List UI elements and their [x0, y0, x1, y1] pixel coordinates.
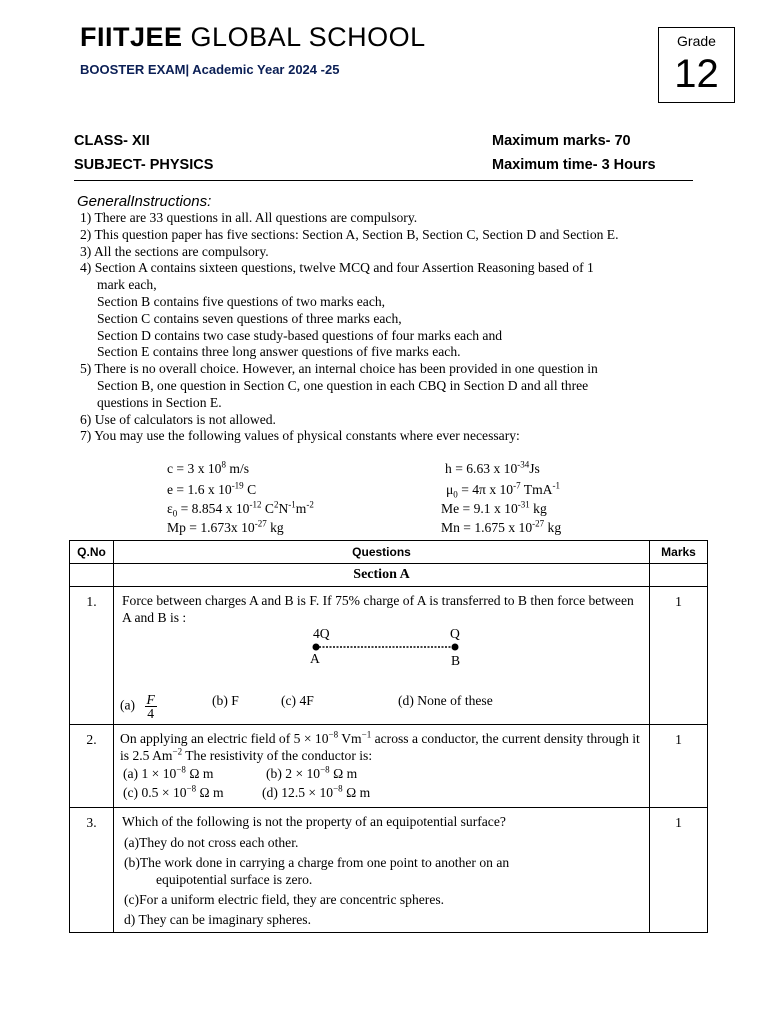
exam-subtitle: BOOSTER EXAM| Academic Year 2024 -25: [80, 62, 340, 77]
instruction-line: mark each,: [97, 277, 157, 293]
header-marks: Marks: [650, 541, 708, 564]
header-questions: Questions: [114, 541, 650, 564]
question-marks: 1: [650, 725, 708, 808]
max-time: Maximum time- 3 Hours: [492, 157, 656, 173]
constant-mu0: $\mu_0 = 4\pi$ x $10^{-7}$ TmA$^{-1}$: [446, 480, 560, 500]
instruction-line: Section C contains seven questions of three marks each,: [97, 310, 402, 326]
class-label: CLASS- XII: [74, 133, 150, 149]
grade-box: [658, 27, 735, 103]
header-qno: Q.No: [70, 541, 114, 564]
school-name: GLOBAL SCHOOL: [190, 22, 426, 52]
option-c: (c) 4F: [281, 693, 314, 708]
instruction-line: Section D contains two case study-based questions of four marks each and: [97, 327, 503, 343]
option-b: (b) F: [212, 693, 239, 708]
questions-table: [69, 540, 708, 933]
instruction-line: Section B contains five questions of two marks each,: [97, 293, 386, 309]
instruction-line: 3) All the sections are compulsory.: [80, 243, 269, 259]
instruction-line: 1) There are 33 questions in all. All questions are compulsory.: [80, 210, 418, 225]
table-row: [70, 808, 708, 933]
grade-label: Grade: [677, 33, 716, 49]
question-text: On applying an electric field of $5 \times 10^{-8}$ $Vm^{-1}$ across a conductor, the current density through it is 2.5 $Am^{-2}$ The resistivity of the conductor is:: [120, 729, 640, 763]
option-d: (d) None of these: [398, 693, 493, 708]
question-number: 3.: [70, 808, 114, 933]
option-a: (a) $1 \times 10^{-8}$ Ω m: [123, 764, 214, 781]
instruction-line: 7) You may use the following values of physical constants where ever necessary:: [80, 428, 520, 444]
instruction-line: 6) Use of calculators is not allowed.: [80, 411, 276, 427]
table-row: [70, 725, 708, 808]
option-b: (b) $2 \times 10^{-8}$ Ω m: [266, 764, 358, 781]
question-1: [114, 587, 650, 725]
charges-line: [305, 640, 465, 654]
option-b-cont: equipotential surface is zero.: [156, 871, 313, 887]
constant-h: h = 6.63 x $10^{-34}Js$: [445, 459, 540, 476]
q1-options: [120, 684, 643, 720]
charge-a-label: 4Q: [313, 626, 330, 641]
question-marks: 1: [650, 587, 708, 725]
instruction-line: Section E contains three long answer questions of five marks each.: [97, 344, 461, 360]
constant-me: Me = 9.1 x $10^{-31}$ kg: [441, 499, 547, 516]
subject-label: SUBJECT- PHYSICS: [74, 157, 214, 173]
section-row: [70, 564, 708, 587]
instruction-line: 4) Section A contains sixteen questions, twelve MCQ and four Assertion Reasoning based of 1: [80, 260, 594, 276]
instruction-line: questions in Section E.: [97, 394, 222, 410]
charges-diagram: [120, 626, 643, 684]
instructions-list: [80, 210, 720, 445]
table-header-row: [70, 541, 708, 564]
q2-options: [120, 764, 643, 800]
instruction-line: 5) There is no overall choice. However, an internal choice has been provided in one question in: [80, 361, 598, 377]
option-c: (c)For a uniform electric field, they are concentric spheres.: [124, 892, 445, 907]
instructions-title: GeneralInstructions:: [77, 193, 212, 210]
question-marks: 1: [650, 808, 708, 933]
option-a: (a)They do not cross each other.: [124, 834, 299, 850]
question-number: 2.: [70, 725, 114, 808]
constant-e: e = 1.6 x $10^{-19}$ C: [167, 480, 257, 497]
point-a-label: A: [310, 651, 320, 666]
instruction-line: 2) This question paper has five sections: Section A, Section B, Section C, Section D and Section E.: [80, 226, 619, 242]
option-c: (c) $0.5 \times 10^{-8}$ Ω m: [123, 783, 224, 800]
constant-c: c = 3 x $10^8$ m/s: [167, 459, 250, 476]
charge-b-label: Q: [450, 626, 460, 641]
school-brand: FIITJEE: [80, 22, 183, 52]
max-marks: Maximum marks- 70: [492, 133, 631, 149]
question-number: 1.: [70, 587, 114, 725]
option-b: (b)The work done in carrying a charge from one point to another on an: [124, 855, 510, 870]
question-text: Force between charges A and B is F. If 75% charge of A is transferred to B then force between A and B is :: [122, 593, 634, 625]
question-text: Which of the following is not the property of an equipotential surface?: [122, 814, 506, 829]
school-title: [80, 22, 426, 53]
question-3: [114, 808, 650, 933]
option-d: d) They can be imaginary spheres.: [124, 911, 311, 927]
section-title: Section A: [114, 564, 650, 587]
constant-eps0: $\varepsilon_0 = 8.854$ x $10^{-12}$ $C^2N^{-1}m^{-2}$: [167, 499, 314, 519]
grade-value: 12: [674, 52, 719, 96]
point-b-label: B: [451, 653, 461, 668]
constant-mp: Mp = 1.673x $10^{-27}$ kg: [167, 518, 284, 535]
question-2: [114, 725, 650, 808]
option-d: (d) $12.5 \times 10^{-8}$ Ω m: [262, 783, 371, 800]
instruction-line: Section B, one question in Section C, one question in each CBQ in Section D and all three: [97, 377, 589, 393]
header-divider: [74, 180, 693, 181]
table-row: [70, 587, 708, 725]
constant-mn: Mn = 1.675 x $10^{-27}$ kg: [441, 518, 562, 535]
option-a: (a) $\frac{F}{4}$: [120, 692, 155, 721]
